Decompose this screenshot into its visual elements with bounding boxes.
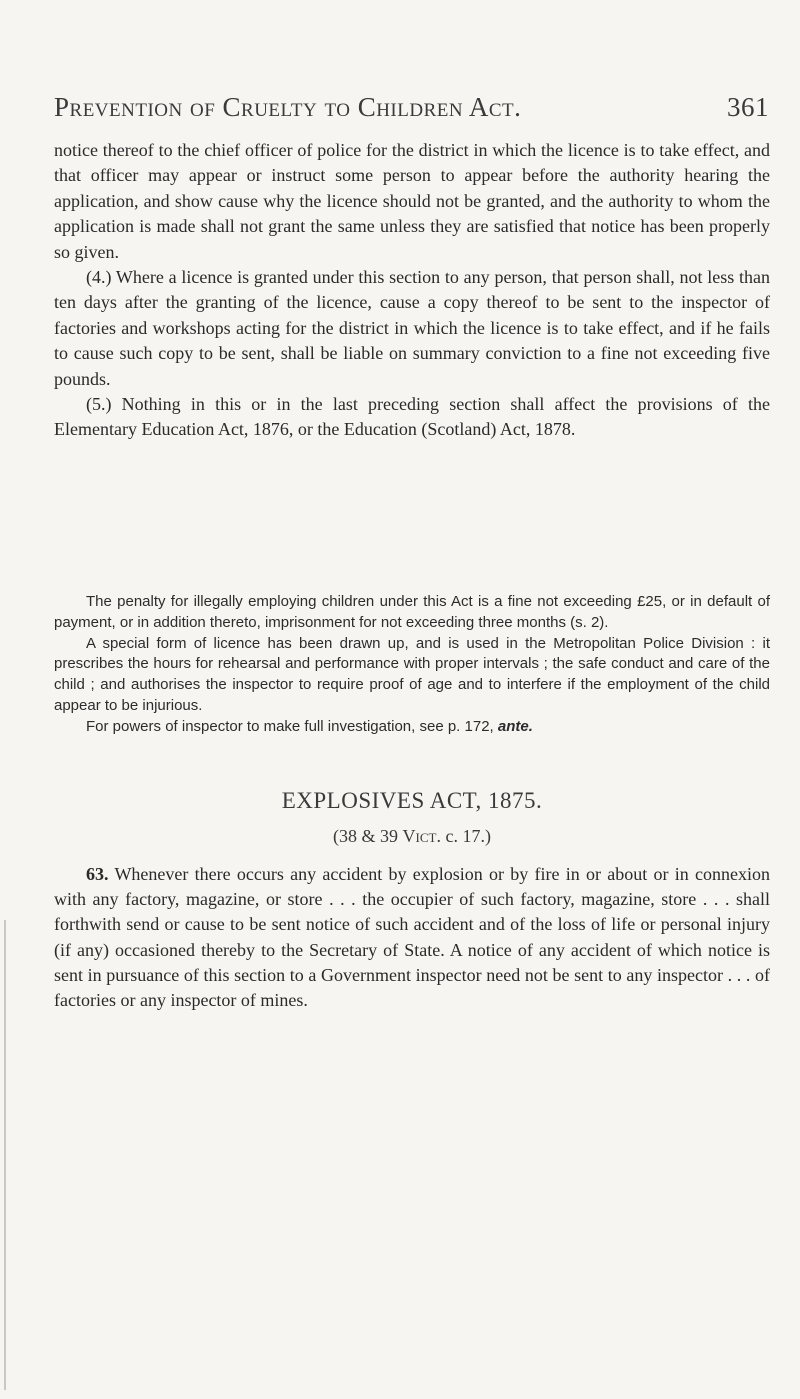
note-inspector-powers bbox=[54, 717, 770, 738]
section-number: 63. bbox=[86, 864, 109, 884]
note-licence-form: A special form of licence has been drawn up, and is used in the Metropolitan Police Division : it prescribes the hours for rehearsal and performance with proper intervals ; the safe conduct and care of the child ; and authorises the inspector to require proof of age and to interfere if the employment of the child appear to be injurious. bbox=[54, 634, 770, 714]
subsection-4: (4.) Where a licence is granted under this section to any person, that person shall, not less than ten days after the granting of the licence, cause a copy thereof to be sent to the inspector of factories and workshops acting for the district in which the licence is to take effect, and if he fails to cause such copy to be sent, shall be liable on summary conviction to a fine not exceeding five pounds. bbox=[54, 267, 770, 389]
note-inspector-text: For powers of inspector to make full investigation, see p. 172, bbox=[86, 717, 494, 735]
page-number: 361 bbox=[727, 92, 769, 122]
act-heading: EXPLOSIVES ACT, 1875. bbox=[281, 788, 543, 813]
citation-pre: (38 & 39 bbox=[333, 826, 399, 846]
section-63-paragraph bbox=[54, 862, 770, 1013]
paragraph-continuation: notice thereof to the chief officer of police for the district in which the licence is to take effect, and that officer may appear or instruct some person to appear before the authority hearing the application, and show cause why the licence should not be granted, and the authority to whom the application is made shall not grant the same unless they are satisfied that notice has been properly so given. bbox=[54, 140, 770, 262]
note-penalty: The penalty for illegally employing children under this Act is a fine not exceeding £25, or in default of payment, or in addition thereto, imprisonment for not exceeding three months (s. 2). bbox=[54, 593, 770, 631]
citation-vict: Vict. bbox=[402, 826, 441, 846]
subsection-5: (5.) Nothing in this or in the last preceding section shall affect the provisions of the Elementary Education Act, 1876, or the Education (Scotland) Act, 1878. bbox=[54, 394, 770, 440]
page-edge-shadow bbox=[4, 920, 6, 1390]
section-text: Whenever there occurs any accident by explosion or by fire in or about or in connexion with any factory, magazine, or store . . . the occupier of such factory, magazine, store . . . shall forthwith send or cause to be sent notice of such accident and of the loss of life or personal injury (if any) occasioned thereby to the Secretary of State. A notice of any accident of which notice is sent in pursuance of this section to a Government inspector need not be sent to any inspector . . . of factories or any inspector of mines. bbox=[54, 864, 770, 1011]
section-63 bbox=[54, 862, 770, 1013]
note-ante-ref: ante. bbox=[497, 717, 533, 735]
citation-post: c. 17.) bbox=[445, 826, 491, 846]
statute-body bbox=[54, 138, 770, 443]
act-citation bbox=[54, 826, 770, 847]
running-head-title: Prevention of Cruelty to Children Act. bbox=[54, 92, 522, 122]
editorial-notes bbox=[54, 592, 770, 738]
running-head bbox=[54, 92, 769, 123]
